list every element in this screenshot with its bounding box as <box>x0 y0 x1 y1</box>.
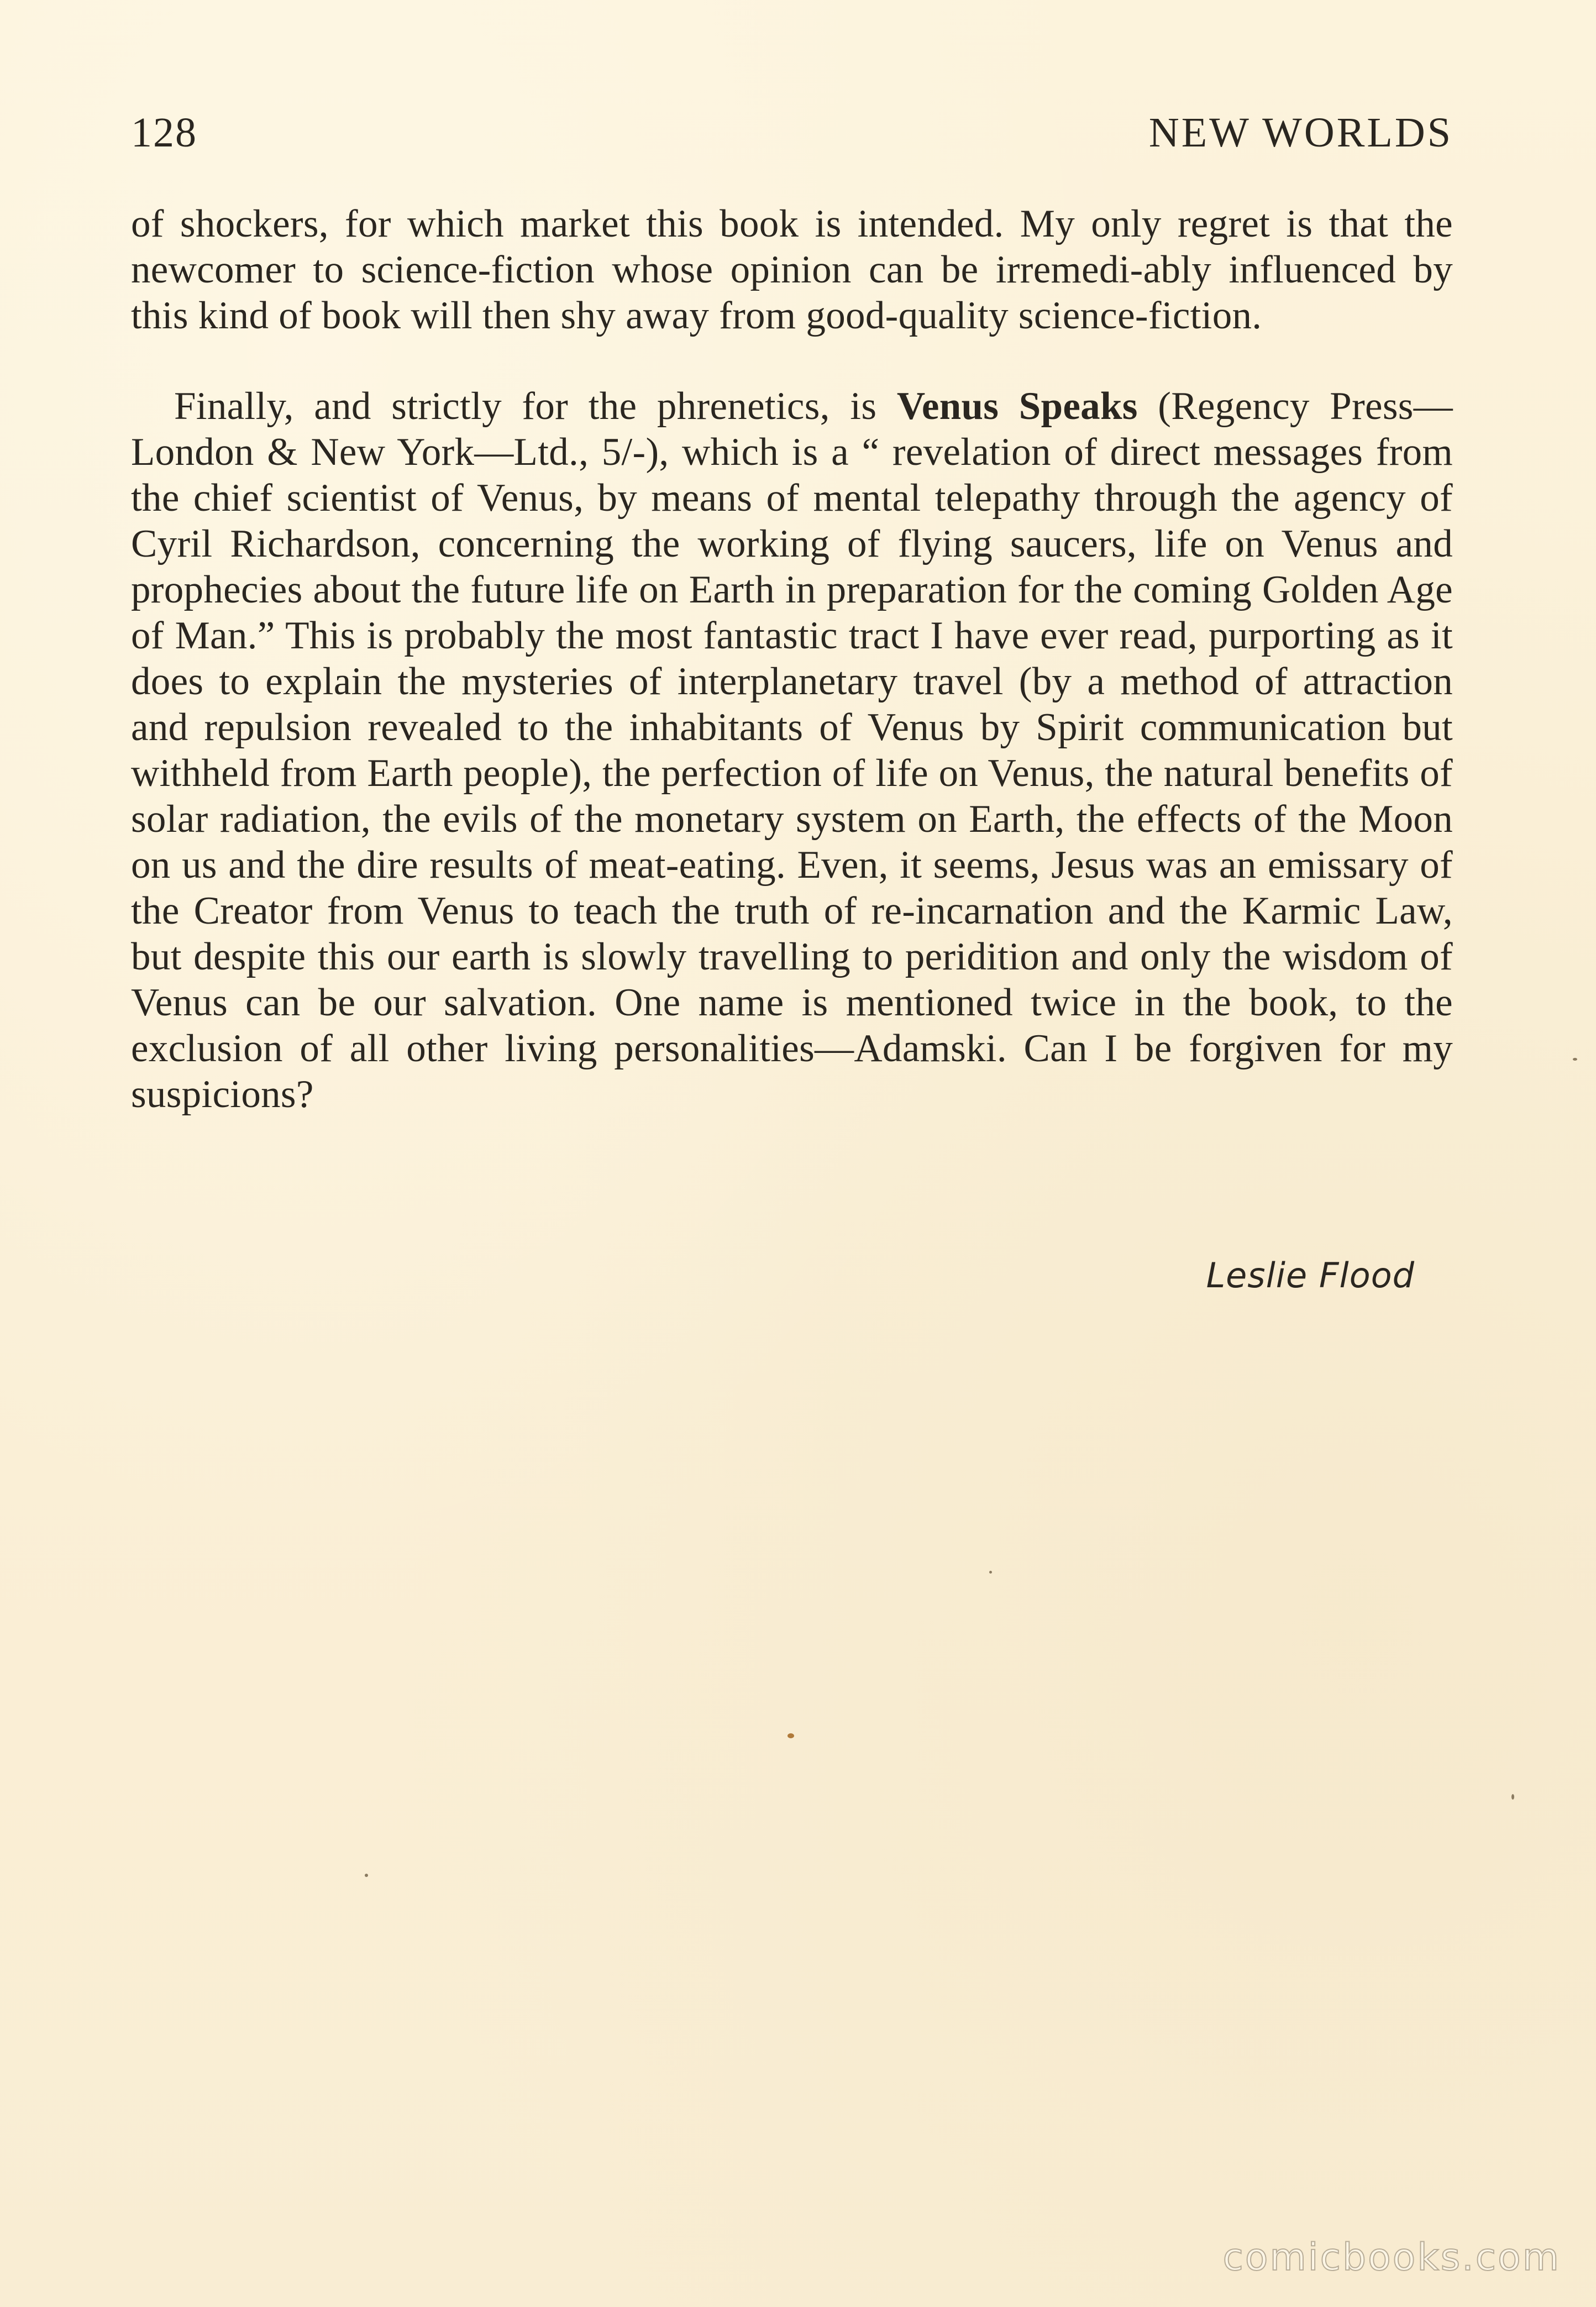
review-paragraph <box>131 384 1453 1118</box>
page-number: 128 <box>131 109 197 156</box>
paper-speck <box>989 1571 992 1574</box>
paper-speck <box>365 1874 368 1877</box>
author-signature: Leslie Flood <box>1206 1255 1415 1296</box>
journal-title: NEW WORLDS <box>1148 109 1453 156</box>
paper-speck <box>788 1733 794 1738</box>
paragraph-rest: (Regency Press—London & New York—Ltd., 5/-), which is a “ revelation of direct messages from the chief scientist of Venus, by means of mental telepathy through the agency of Cyril Richardson, concerning the working of flying saucers, life on Venus and prophecies about the future life on Earth in preparation for the coming Golden Age of Man.” This is probably the most fantastic tract I have ever read, purporting as it does to explain the mysteries of interplanetary travel (by a method of attraction and repulsion revealed to the inhabitants of Venus by Spirit communication but withheld from Earth people), the perfection of life on Venus, the natural benefits of solar radiation, the evils of the monetary system on Earth, the effects of the Moon on us and the dire results of meat-eating. Even, it seems, Jesus was an emissary of the Creator from Venus to teach the truth of re-incarnation and the Karmic Law, but despite this our earth is slowly travelling to peridition and only the wisdom of Venus can be our salvation. One name is mentioned twice in the book, to the exclusion of all other living personalities—Adamski. Can I be forgiven for my suspicions? <box>131 385 1453 1116</box>
book-title: Venus Speaks <box>896 385 1138 428</box>
paper-speck <box>1573 1058 1577 1061</box>
paper-speck <box>1511 1794 1514 1800</box>
continued-paragraph: of shockers, for which market this book is intended. My only regret is that the newcomer to science-fiction whose opinion can be irremedi-ably influenced by this kind of book will then shy away from good-quality science-fiction. <box>131 202 1453 337</box>
watermark: comicbooks.com <box>1222 2236 1561 2279</box>
paragraph-intro: Finally, and strictly for the phrenetics, is <box>174 385 877 428</box>
running-head <box>131 105 1453 160</box>
article-body <box>131 201 1453 1118</box>
